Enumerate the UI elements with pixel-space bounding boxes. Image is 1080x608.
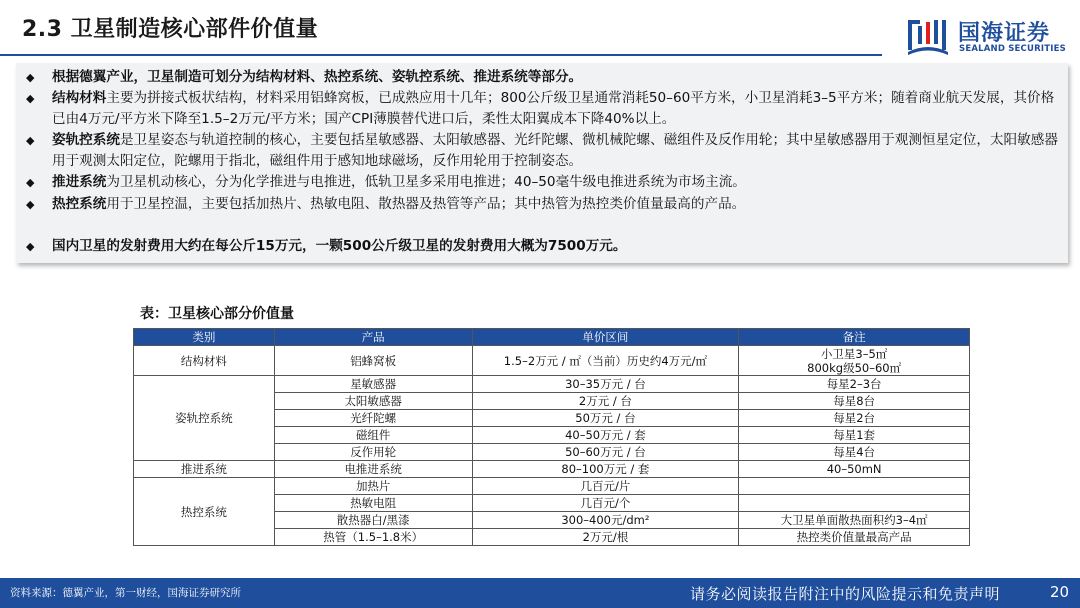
bullet-item: [26, 194, 1062, 215]
note-cell: 40–50mN: [739, 461, 970, 478]
summary-box: [16, 63, 1068, 263]
column-header: 产品: [274, 329, 472, 346]
price-cell: 几百元/个: [472, 495, 739, 512]
price-cell: 80–100万元 / 套: [472, 461, 739, 478]
price-cell: 2万元 / 台: [472, 393, 739, 410]
price-cell: 300–400元/dm²: [472, 512, 739, 529]
note-cell: 每星1套: [739, 427, 970, 444]
product-cell: 加热片: [274, 478, 472, 495]
note-cell: [739, 478, 970, 495]
note-cell: [739, 495, 970, 512]
logo-text-cn: 国海证券: [958, 21, 1051, 46]
price-cell: 几百元/片: [472, 478, 739, 495]
bullet-item: [26, 67, 1062, 88]
page-title: 2.3 卫星制造核心部件价值量: [22, 17, 319, 42]
bullet-text: 是卫星姿态与轨道控制的核心，主要包括星敏感器、太阳敏感器、光纤陀螺、微机械陀螺、磁组件及反作用轮；其中星敏感器用于观测恒星定位，太阳敏感器用于观测太阳定位，陀螺用于指北，磁组件用于感知地球磁场，反作用轮用于控制姿态。: [52, 132, 1058, 169]
note-line: 小卫星3–5㎡: [820, 346, 888, 361]
table-row: [134, 346, 970, 376]
diamond-bullet-icon: ◆: [26, 71, 35, 84]
footer-source: 资料来源：德翼产业，第一财经，国海证券研究所: [10, 587, 241, 599]
logo-mark-icon: [906, 16, 950, 56]
bullet-item: [26, 88, 1062, 130]
bullet-text: 用于卫星控温，主要包括加热片、热敏电阻、散热器及热管等产品；其中热管为热控类价值量最高的产品。: [106, 196, 746, 212]
category-cell: 热控系统: [134, 478, 275, 546]
note-cell: 每星4台: [739, 444, 970, 461]
table-header-row: [134, 329, 970, 346]
column-header: 单价区间: [472, 329, 739, 346]
product-cell: 铝蜂窝板: [274, 346, 472, 376]
bullet-bold: 国内卫星的发射费用大约在每公斤15万元，一颗500公斤级卫星的发射费用大概为7500万元。: [52, 238, 627, 254]
note-cell: [739, 346, 970, 376]
diamond-bullet-icon: ◆: [26, 134, 35, 147]
footer-disclaimer: 请务必阅读报告附注中的风险提示和免责声明: [690, 585, 1001, 603]
table-row: [134, 376, 970, 393]
value-table: [133, 328, 970, 546]
bullet-bold: 热控系统: [52, 196, 107, 212]
product-cell: 散热器白/黑漆: [274, 512, 472, 529]
diamond-bullet-icon: ◆: [26, 176, 35, 189]
product-cell: 热管（1.5–1.8米）: [274, 529, 472, 546]
price-cell: 40–50万元 / 套: [472, 427, 739, 444]
diamond-bullet-icon: ◆: [26, 198, 35, 211]
category-cell: 推进系统: [134, 461, 275, 478]
bullet-bold: 姿轨控系统: [52, 132, 120, 148]
page-number: 20: [1050, 583, 1070, 601]
table-row: [134, 478, 970, 495]
note-cell: 大卫星单面散热面积约3–4㎡: [739, 512, 970, 529]
product-cell: 电推进系统: [274, 461, 472, 478]
note-cell: 每星2–3台: [739, 376, 970, 393]
price-cell: 2万元/根: [472, 529, 739, 546]
bullet-item: [26, 236, 1062, 257]
note-line: 800kg级50–60㎡: [807, 360, 902, 375]
table-row: [134, 461, 970, 478]
product-cell: 热敏电阻: [274, 495, 472, 512]
bullet-text: 主要为拼接式板状结构，材料采用铝蜂窝板，已成熟应用十几年；800公斤级卫星通常消耗50–60平方米，小卫星消耗3–5平方米；随着商业航天发展，其价格已由4万元/平方米下降至1.5–2万元/平方米；国产CPI薄膜替代进口后，柔性太阳翼成本下降40%以上。: [52, 90, 1055, 127]
price-cell: 30–35万元 / 台: [472, 376, 739, 393]
title-divider: [0, 54, 882, 56]
column-header: 类别: [134, 329, 275, 346]
product-cell: 太阳敏感器: [274, 393, 472, 410]
diamond-bullet-icon: ◆: [26, 240, 35, 253]
bullet-item: [26, 130, 1062, 172]
product-cell: 反作用轮: [274, 444, 472, 461]
price-cell: 1.5–2万元 / ㎡（当前）历史约4万元/㎡: [472, 346, 739, 376]
price-cell: 50万元 / 台: [472, 410, 739, 427]
bullet-text: 为卫星机动核心，分为化学推进与电推进，低轨卫星多采用电推进；40–50毫牛级电推进系统为市场主流。: [106, 174, 746, 190]
note-cell: 每星8台: [739, 393, 970, 410]
bullet-bold: 结构材料: [52, 90, 107, 106]
footer-bar: [0, 578, 1080, 608]
product-cell: 光纤陀螺: [274, 410, 472, 427]
category-cell: 姿轨控系统: [134, 376, 275, 461]
category-cell: 结构材料: [134, 346, 275, 376]
company-logo: [906, 14, 1066, 60]
diamond-bullet-icon: ◆: [26, 92, 35, 105]
price-cell: 50–60万元 / 台: [472, 444, 739, 461]
bullet-item: [26, 172, 1062, 193]
note-cell: 热控类价值量最高产品: [739, 529, 970, 546]
bullet-bold: 根据德翼产业，卫星制造可划分为结构材料、热控系统、姿轨控系统、推进系统等部分。: [52, 69, 583, 85]
column-header: 备注: [739, 329, 970, 346]
logo-text-en: SEALAND SECURITIES: [959, 44, 1066, 54]
table-caption: 表：卫星核心部分价值量: [140, 306, 294, 322]
note-cell: 每星2台: [739, 410, 970, 427]
product-cell: 星敏感器: [274, 376, 472, 393]
bullet-bold: 推进系统: [52, 174, 107, 190]
product-cell: 磁组件: [274, 427, 472, 444]
